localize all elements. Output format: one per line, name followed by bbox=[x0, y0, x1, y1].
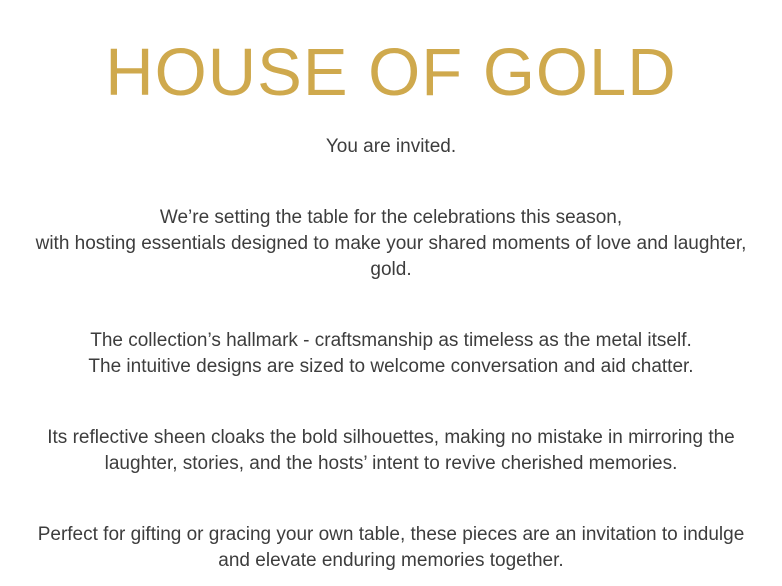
invitation-line: You are invited. bbox=[325, 136, 457, 158]
body-paragraph-2: The collection’s hallmark - craftsmanship as timeless as the metal itself. The intuitive designs are sized to welcome conversation and aid chatter. bbox=[88, 329, 694, 377]
body-paragraph-3: Its reflective sheen cloaks the bold silhouettes, making no mistake in mirroring the laughter, stories, and the hosts’ intent to revive cherished memories. bbox=[47, 426, 735, 474]
page-title: HOUSE OF GOLD bbox=[105, 35, 677, 110]
body-paragraph-4: Perfect for gifting or gracing your own table, these pieces are an invitation to indulge and elevate enduring memories together. bbox=[37, 523, 745, 571]
body-paragraph-1: We’re setting the table for the celebrations this season, with hosting essentials designed to make your shared moments of love and laughter, gold. bbox=[35, 206, 747, 280]
